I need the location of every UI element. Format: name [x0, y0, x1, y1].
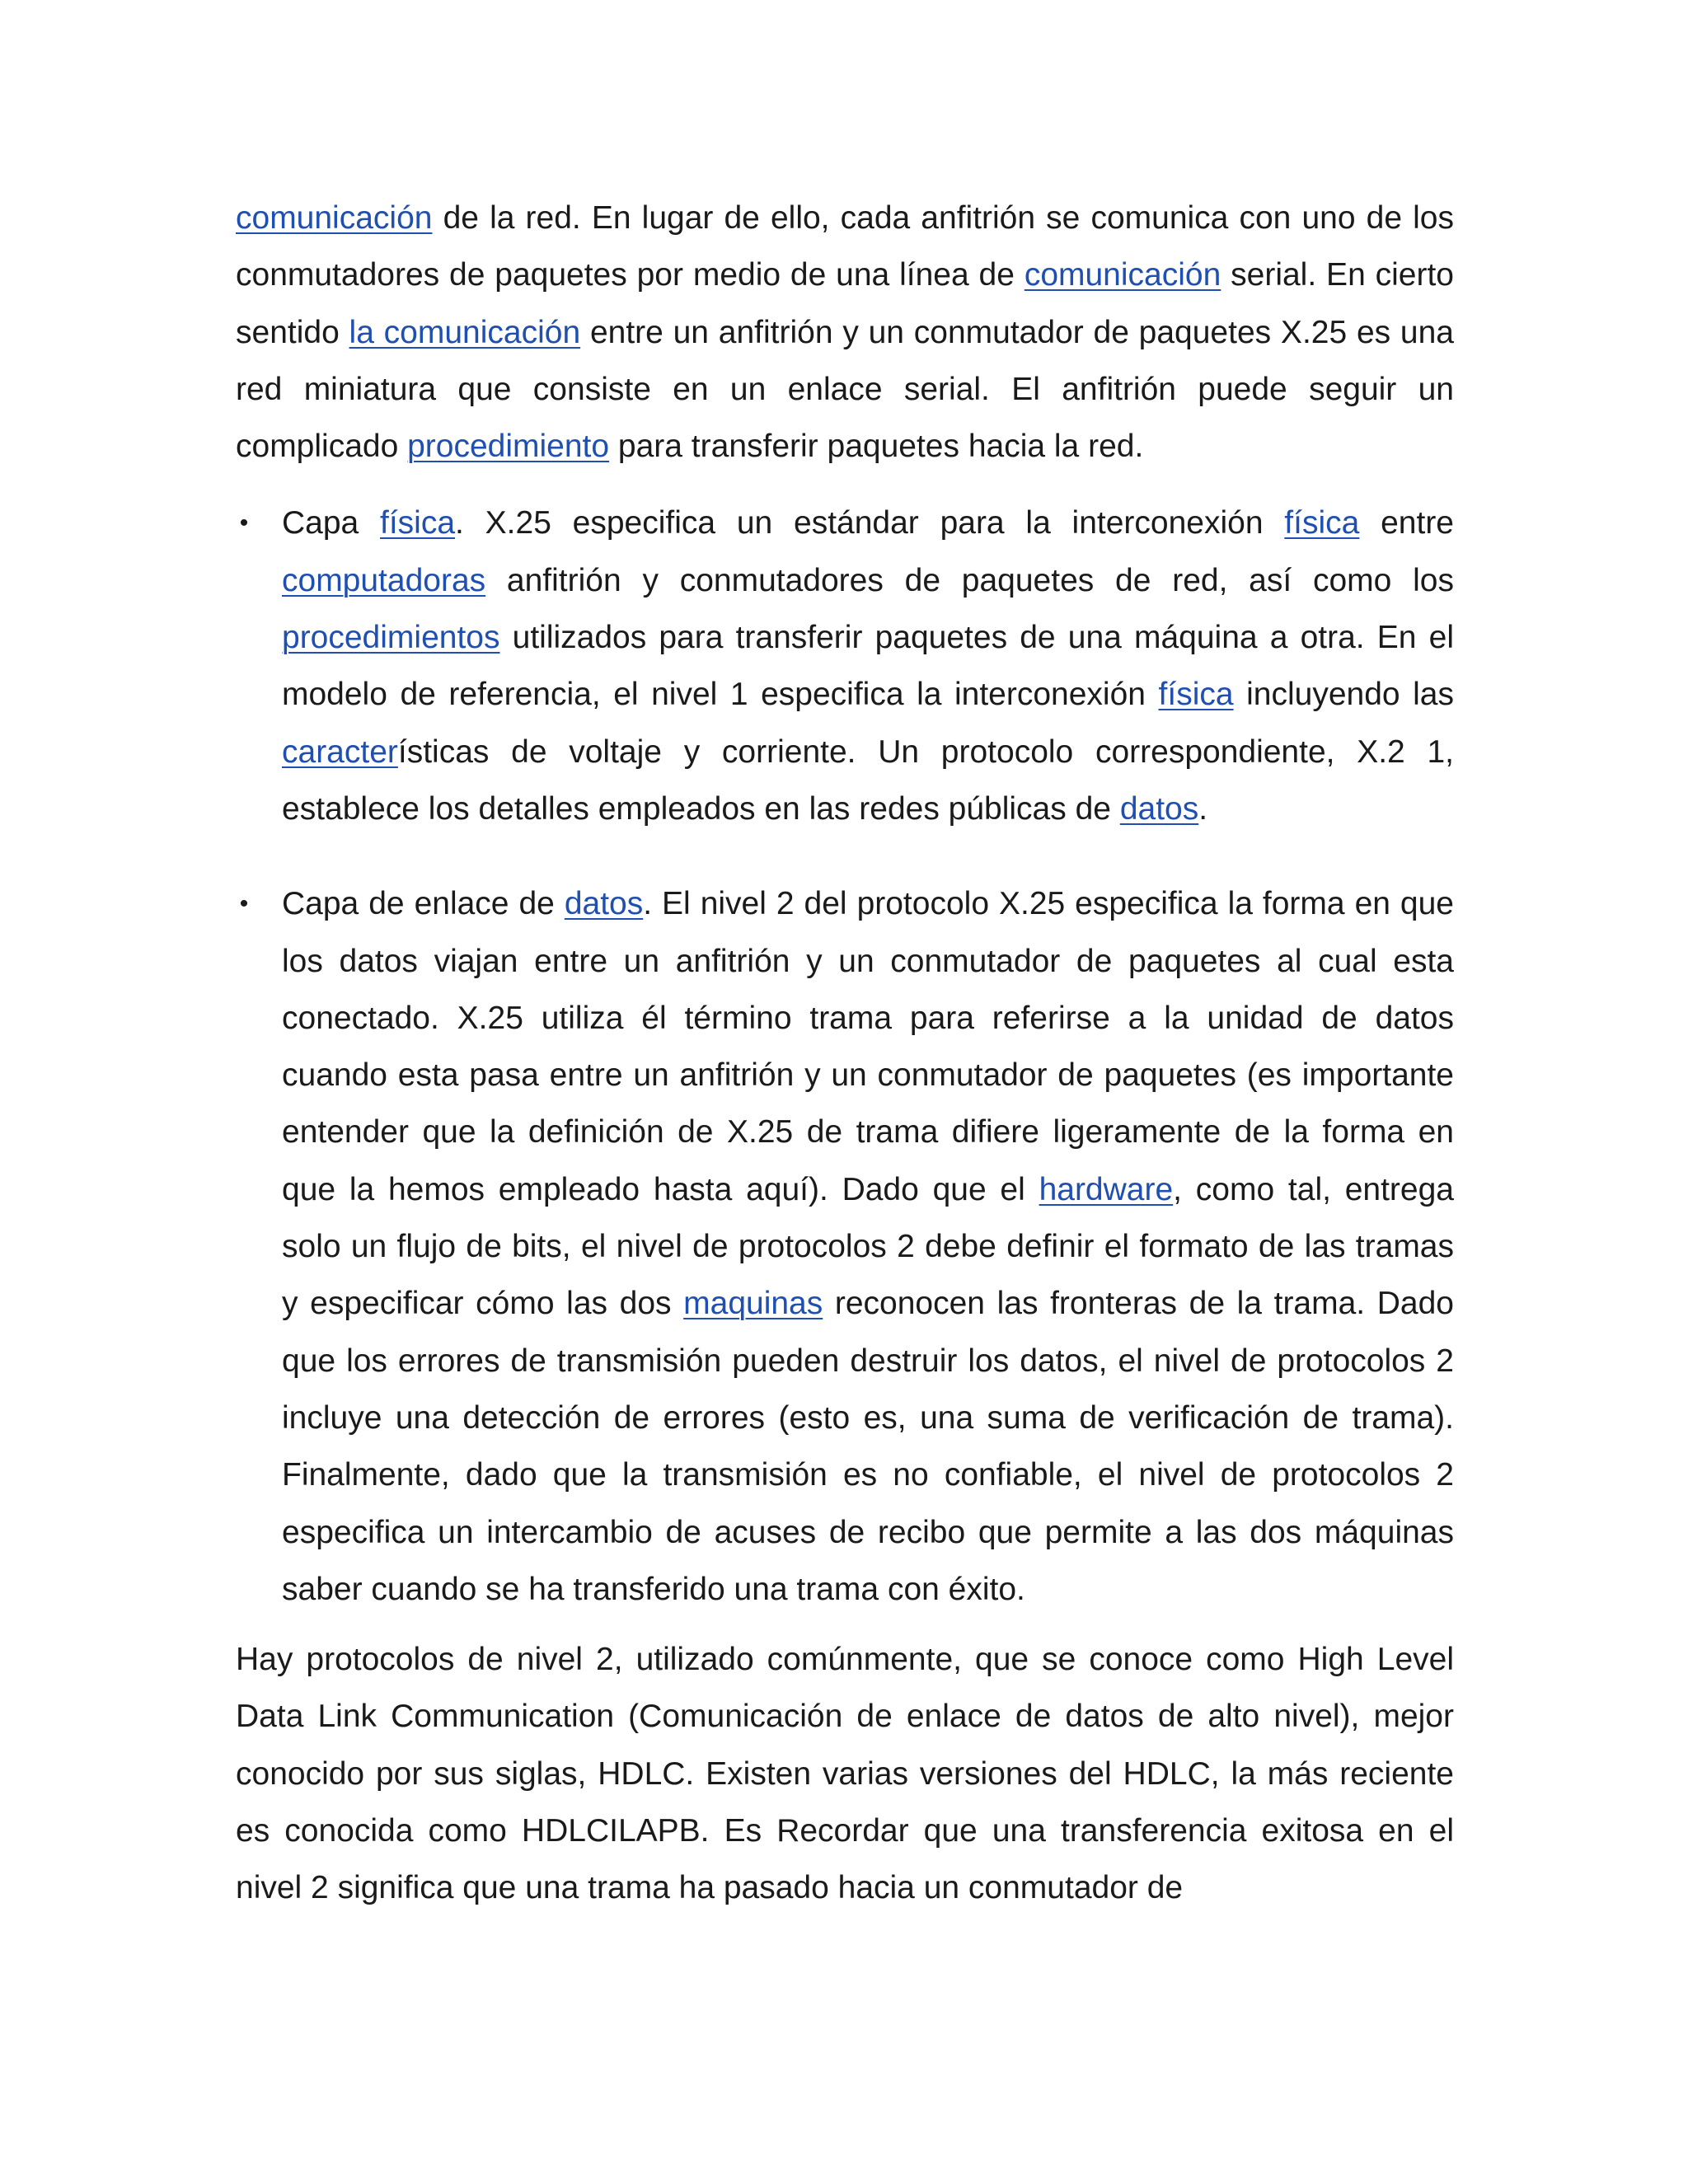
bullet2-text-4: reconocen las fronteras de la trama. Dado que los errores de transmisión pueden destruir los datos, el nivel de protocolos 2 incluye una detección de errores (esto es, una suma de verificación de trama). Finalmente, dado que la transmisión es no confiable, el nivel de protocolos 2 especifica un intercambio de acuses de recibo que permite a las dos máquinas saber cuando se ha transferido una trama con éxito.	[282, 1286, 1454, 1607]
link-hardware[interactable]: hardware	[1039, 1171, 1174, 1207]
bullet1-text-3: entre	[1359, 505, 1454, 541]
bullet1-text-4: anfitrión y conmutadores de paquetes de red, así como los	[485, 562, 1454, 598]
bullet-icon: •	[239, 890, 249, 918]
bullet2-text-1: Capa de enlace de	[282, 886, 565, 922]
intro-text-3: entre un anfitrión y un conmutador de paquetes X.25 es una red miniatura que consiste en un enlace serial. El anfitrión puede seguir un complicado	[236, 314, 1454, 465]
list-item-capa-fisica	[236, 494, 1454, 837]
link-fisica-2[interactable]: física	[1284, 505, 1360, 541]
document-page	[236, 190, 1454, 1917]
bullet2-text-3: , como tal, entrega solo un flujo de bits, el nivel de protocolos 2 debe definir el formato de las tramas y especificar cómo las dos	[282, 1171, 1454, 1322]
bullet-list	[236, 494, 1454, 1618]
bullet1-text-5: utilizados para transferir paquetes de una máquina a otra. En el modelo de referencia, el nivel 1 especifica la interconexión	[282, 620, 1454, 713]
intro-text-1: de la red. En lugar de ello, cada anfitrión se comunica con uno de los conmutadores de paquetes por medio de una línea de	[236, 200, 1454, 293]
bullet1-text-1: Capa	[282, 505, 381, 541]
link-la-comunicacion[interactable]: la comunicación	[349, 314, 581, 350]
bullet1-text-7: ísticas de voltaje y corriente. Un protocolo correspondiente, X.2 1, establece los detalles empleados en las redes públicas de	[282, 733, 1454, 827]
link-procedimientos[interactable]: procedimientos	[282, 620, 500, 656]
link-comunicacion-1[interactable]: comunicación	[236, 200, 433, 236]
list-item-capa-enlace	[236, 875, 1454, 1618]
bullet1-text-6: incluyendo las	[1233, 677, 1454, 713]
link-fisica-3[interactable]: física	[1158, 677, 1234, 713]
link-datos-1[interactable]: datos	[1119, 790, 1199, 827]
link-computadoras[interactable]: computadoras	[282, 562, 486, 598]
intro-text-4: para transferir paquetes hacia la red.	[609, 429, 1144, 465]
link-fisica-1[interactable]: física	[380, 505, 456, 541]
link-datos-2[interactable]: datos	[564, 886, 644, 922]
link-caracter[interactable]: caracter	[282, 733, 398, 770]
link-procedimiento[interactable]: procedimiento	[407, 429, 610, 465]
bullet1-text-8: .	[1198, 790, 1208, 827]
intro-text-2: serial. En cierto sentido	[236, 257, 1454, 350]
link-comunicacion-2[interactable]: comunicación	[1024, 257, 1221, 293]
bullet-icon: •	[239, 509, 249, 537]
link-maquinas[interactable]: maquinas	[683, 1286, 823, 1322]
bullet1-text-2: . X.25 especifica un estándar para la interconexión	[455, 505, 1285, 541]
closing-paragraph: Hay protocolos de nivel 2, utilizado comúnmente, que se conoce como High Level Data Link Communication (Comunicación de enlace de datos de alto nivel), mejor conocido por sus siglas, HDLC. Existen varias versiones del HDLC, la más reciente es conocida como HDLCILAPB. Es Recordar que una transferencia exitosa en el nivel 2 significa que una trama ha pasado hacia un conmutador de	[236, 1642, 1454, 1906]
intro-paragraph	[236, 190, 1454, 475]
bullet2-text-2: . El nivel 2 del protocolo X.25 especifica la forma en que los datos viajan entre un anfitrión y un conmutador de paquetes al cual esta conectado. X.25 utiliza él término trama para referirse a la unidad de datos cuando esta pasa entre un anfitrión y un conmutador de paquetes (es importante entender que la definición de X.25 de trama difiere ligeramente de la forma en que la hemos empleado hasta aquí). Dado que el	[282, 886, 1454, 1207]
